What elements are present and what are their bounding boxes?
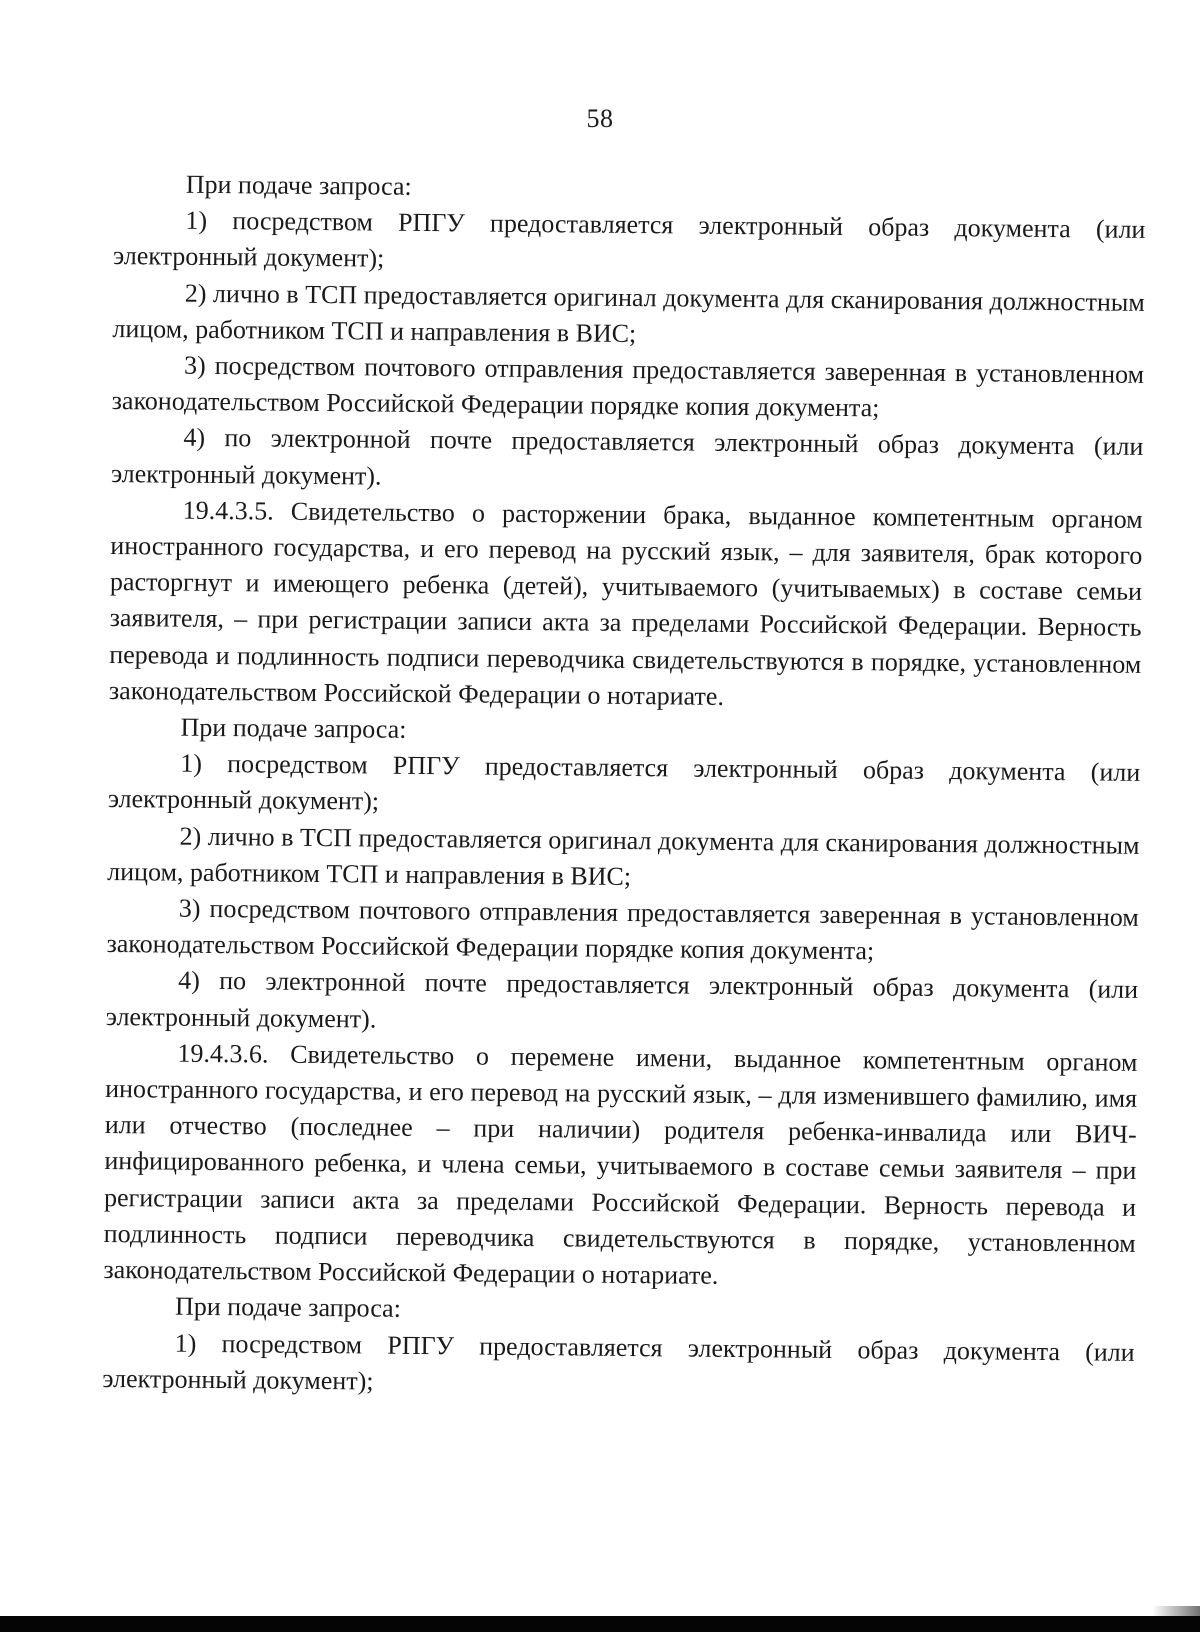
paragraph: При подаче запроса: xyxy=(174,1291,402,1324)
document-body xyxy=(102,166,1146,1407)
paragraph: 4) по электронной почте предоставляется электронный образ документа (или электронный документ). xyxy=(105,966,1139,1034)
scan-shadow xyxy=(1152,1606,1200,1616)
paragraph: 3) посредством почтового отправления предоставляется заверенная в установленном законодательством Российской Федерации порядке копия документа; xyxy=(111,350,1145,423)
paragraph: 1) посредством РПГУ предоставляется электронный образ документа (или электронный документ); xyxy=(107,748,1141,817)
paragraph: 1) посредством РПГУ предоставляется электронный образ документа (или электронный документ); xyxy=(102,1328,1135,1396)
paragraph: При подаче запроса: xyxy=(185,169,412,201)
paragraph: При подаче запроса: xyxy=(180,712,407,744)
paragraph: 2) лично в ТСП предоставляется оригинал документа для сканирования должностным лицом, работником ТСП и направления в ВИС; xyxy=(112,278,1145,348)
paragraph: 19.4.3.5. Свидетельство о расторжении брака, выданное компетентным органом иностранного государства, и его перевод на русский язык, – для заявителя, брак которого расторгнут и имеющего ребенка (детей), учитываемого (учитываемых) в составе семьи заявителя, – при регистрации записи акта за пределами Российской Федерации. Верность перевода и подлинность подписи переводчика свидетельствуются в порядке, установленном законодательством Российской Федерации о нотариате. xyxy=(108,495,1143,711)
paragraph: 1) посредством РПГУ предоставляется электронный образ документа (или электронный документ); xyxy=(112,205,1146,274)
paragraph: 19.4.3.6. Свидетельство о перемене имени, выданное компетентным органом иностранного государства, и его перевод на русский язык, – для изменившего фамилию, имя или отчество (последнее – при наличии) родителя ребенка-инвалида или ВИЧ-инфицированного ребенка, и члена семьи, учитываемого в составе семьи заявителя – при регистрации записи акта за пределами Российской Федерации. Верность перевода и подлинность подписи переводчика свидетельствуются в порядке, установленном законодательством Российской Федерации о нотариате. xyxy=(103,1038,1138,1290)
paragraph: 3) посредством почтового отправления предоставляется заверенная в установленном законодательством Российской Федерации порядке копия документа; xyxy=(106,893,1139,966)
scan-border xyxy=(0,1616,1200,1632)
paragraph: 2) лично в ТСП предоставляется оригинал документа для сканирования должностным лицом, работником ТСП и направления в ВИС; xyxy=(107,821,1140,891)
paragraph: 4) по электронной почте предоставляется электронный образ документа (или электронный документ). xyxy=(110,423,1144,491)
page-number: 58 xyxy=(586,104,614,133)
